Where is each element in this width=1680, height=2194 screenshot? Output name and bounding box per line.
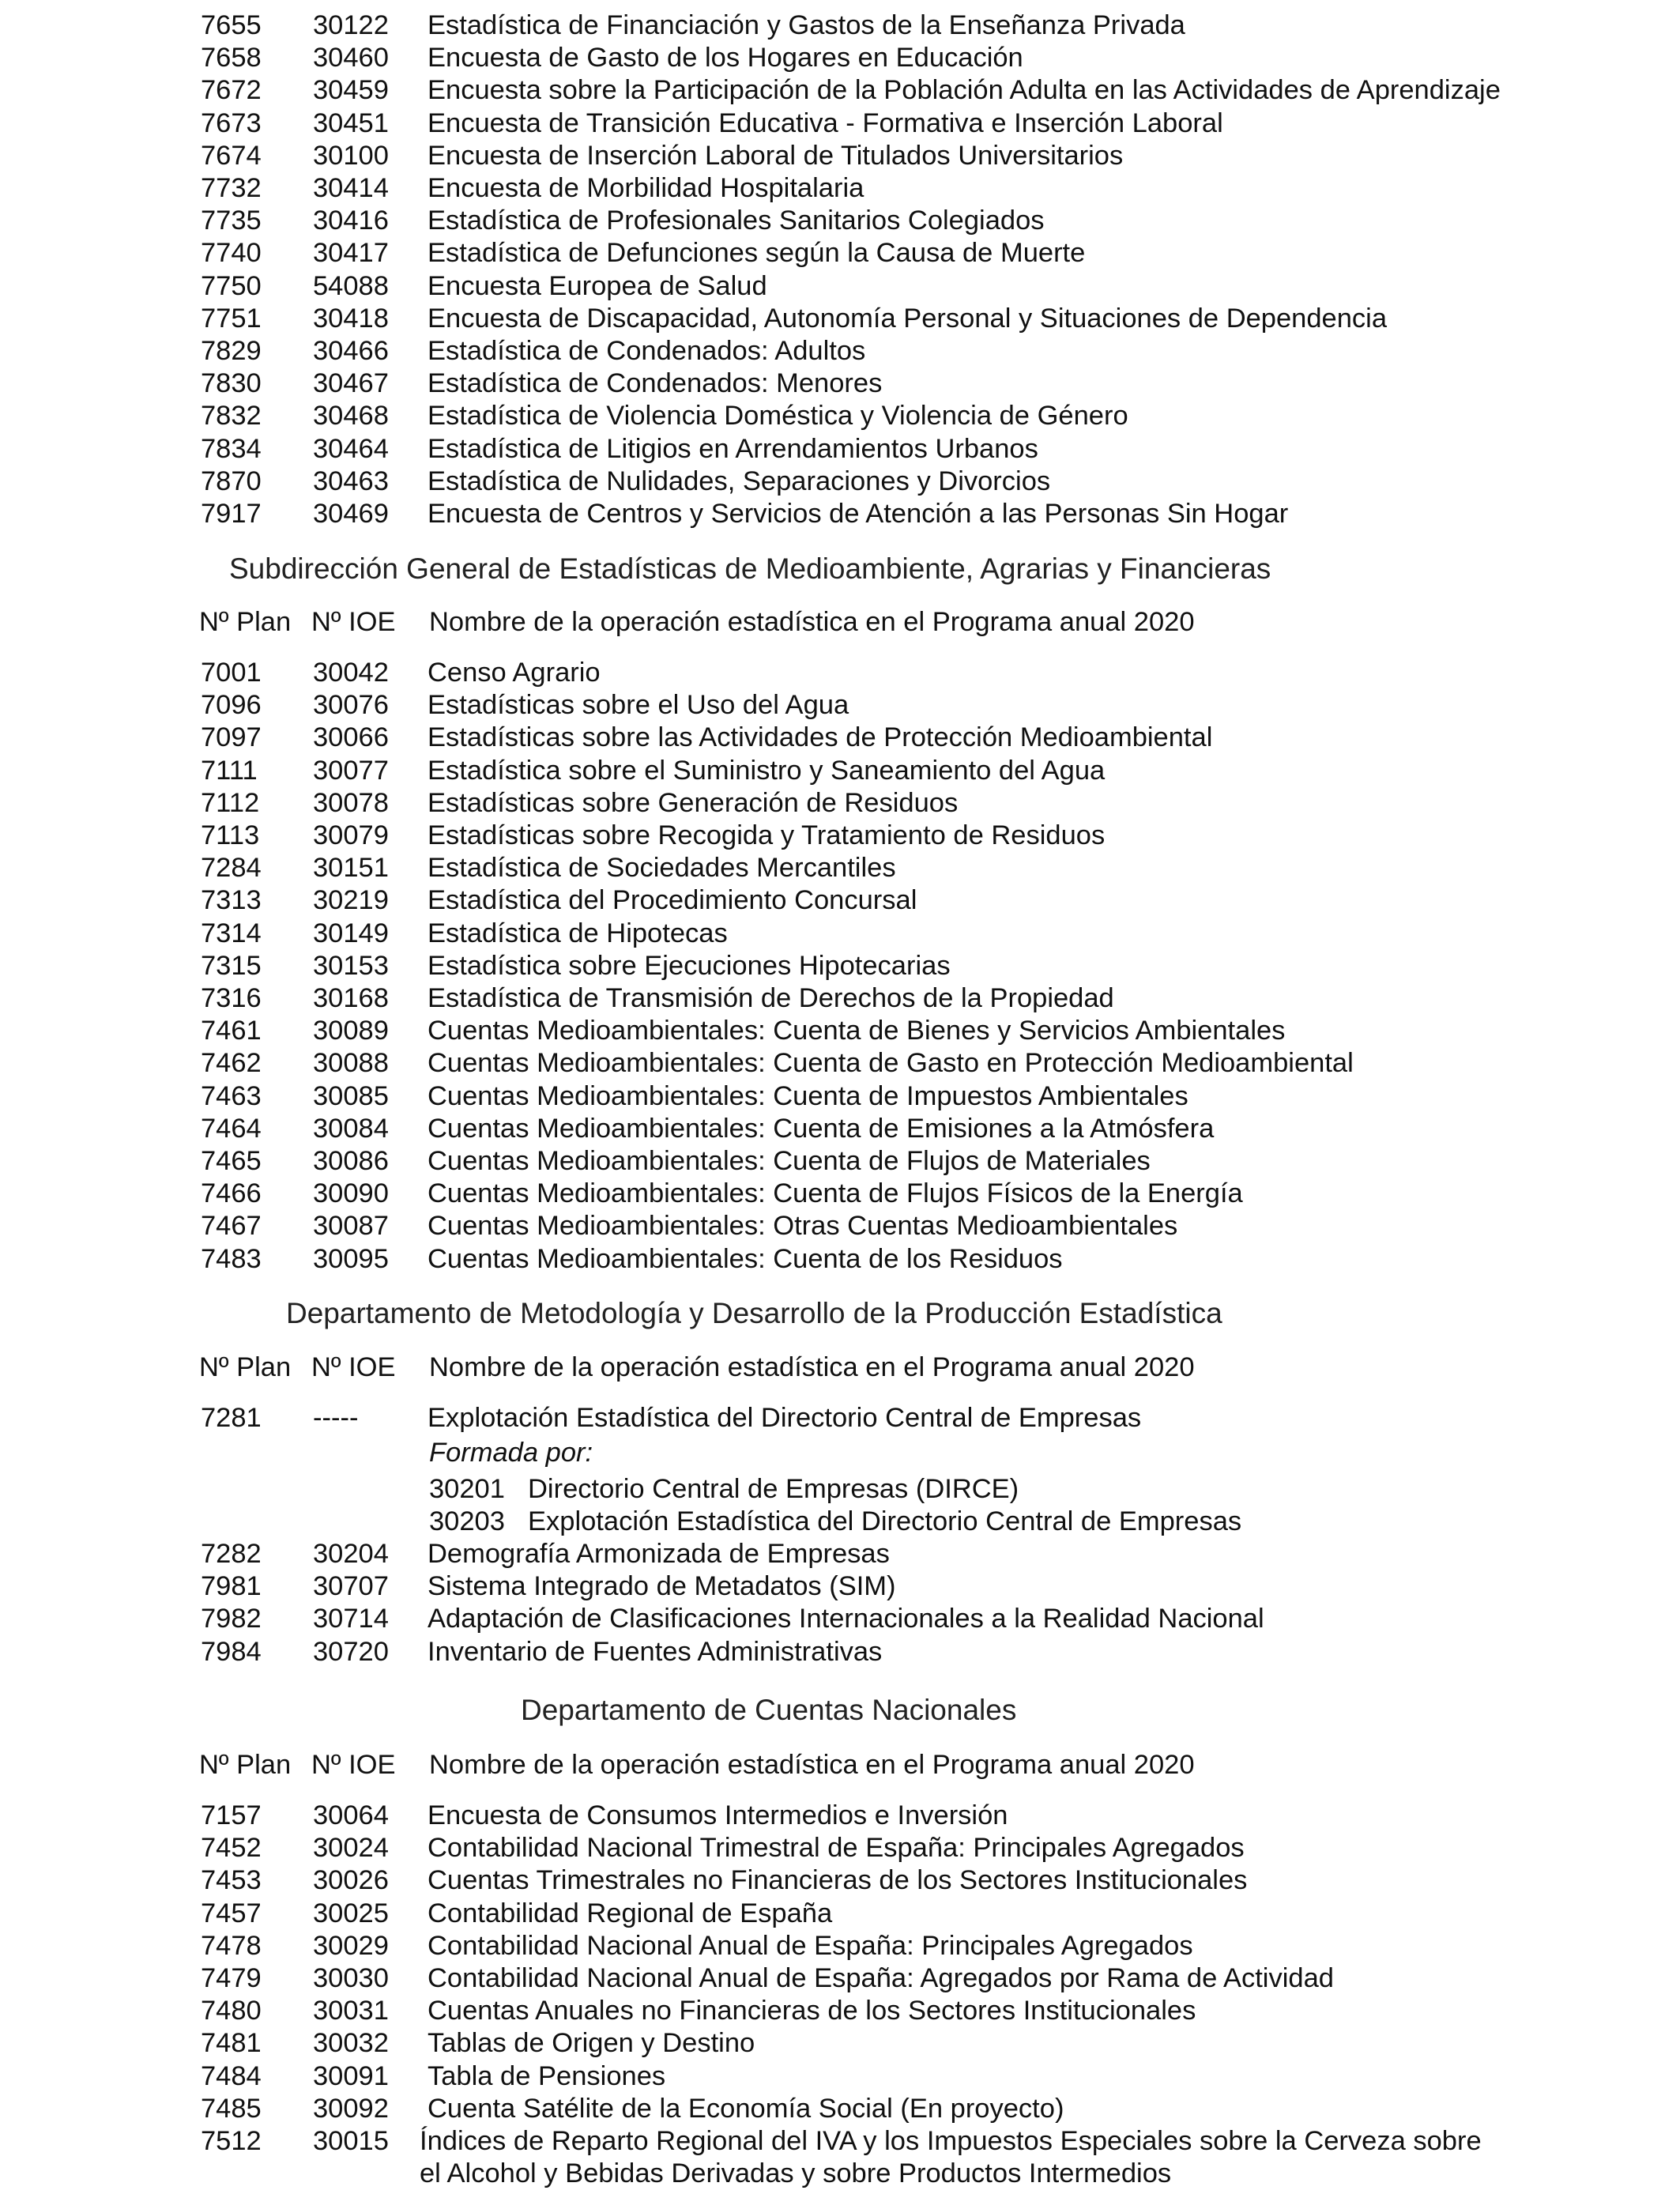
table-row xyxy=(0,1995,1680,2027)
ioe-number: 30149 xyxy=(313,918,389,948)
ioe-number: 30168 xyxy=(313,983,389,1013)
ioe-number: 30122 xyxy=(313,10,389,40)
ioe-number: ----- xyxy=(313,1403,359,1433)
table-row xyxy=(0,1243,1680,1276)
operation-name: Adaptación de Clasificaciones Internacionales a la Realidad Nacional xyxy=(428,1604,1264,1634)
table-row xyxy=(0,820,1680,852)
ioe-number: 30451 xyxy=(313,107,389,138)
table-row xyxy=(0,1047,1680,1080)
ioe-number: 30064 xyxy=(313,1800,389,1830)
operation-name: Encuesta sobre la Participación de la Población Adulta en las Actividades de Aprendizaje xyxy=(428,75,1501,106)
plan-number: 7315 xyxy=(201,950,262,981)
ioe-number: 30151 xyxy=(313,853,389,884)
table-row xyxy=(0,722,1680,754)
plan-number: 7751 xyxy=(201,303,262,334)
ioe-number: 30414 xyxy=(313,173,389,203)
ioe-number: 30026 xyxy=(313,1865,389,1896)
column-header-plan: Nº Plan xyxy=(199,1352,292,1382)
plan-number: 7735 xyxy=(201,205,262,236)
plan-number: 7096 xyxy=(201,690,262,721)
plan-number: 7485 xyxy=(201,2093,262,2124)
operation-name: Estadística del Procedimiento Concursal xyxy=(428,885,917,916)
plan-number: 7461 xyxy=(201,1016,262,1046)
ioe-number: 30466 xyxy=(313,336,389,366)
plan-number: 7464 xyxy=(201,1113,262,1144)
operation-name: Contabilidad Nacional Anual de España: Agregados por Rama de Actividad xyxy=(428,1963,1334,1993)
operation-name: Cuentas Medioambientales: Cuenta de Bienes y Servicios Ambientales xyxy=(428,1016,1286,1046)
operation-name: Estadística de Financiación y Gastos de la Enseñanza Privada xyxy=(428,10,1185,40)
operation-name: Estadísticas sobre Generación de Residuos xyxy=(428,787,959,818)
plan-number: 7281 xyxy=(201,1403,262,1433)
table-row xyxy=(0,1113,1680,1145)
plan-number: 7674 xyxy=(201,140,262,171)
ioe-number: 30085 xyxy=(313,1080,389,1111)
column-header-name: Nombre de la operación estadística en el Programa anual 2020 xyxy=(429,1750,1195,1780)
operation-name: Encuesta Europea de Salud xyxy=(428,270,767,301)
plan-number: 7672 xyxy=(201,75,262,106)
operation-name: Estadística de Sociedades Mercantiles xyxy=(428,853,896,884)
ioe-number: 30077 xyxy=(313,755,389,786)
ioe-number: 30025 xyxy=(313,1898,389,1928)
table-row xyxy=(0,950,1680,982)
table-row xyxy=(0,1930,1680,1962)
ioe-number: 30460 xyxy=(313,43,389,74)
table-row xyxy=(0,172,1680,205)
operation-name: Explotación Estadística del Directorio Central de Empresas xyxy=(428,1403,1142,1433)
plan-number: 7453 xyxy=(201,1865,262,1896)
table-row xyxy=(0,1178,1680,1210)
operation-name: Estadísticas sobre Recogida y Tratamiento de Residuos xyxy=(428,820,1106,850)
table-row xyxy=(0,368,1680,400)
operation-name: Estadística de Violencia Doméstica y Violencia de Género xyxy=(428,401,1128,432)
table-row xyxy=(0,140,1680,172)
ioe-number: 30418 xyxy=(313,303,389,334)
plan-number: 7480 xyxy=(201,1996,262,2026)
ioe-number: 30468 xyxy=(313,401,389,432)
operation-name: Estadística de Nulidades, Separaciones y Divorcios xyxy=(428,466,1051,496)
table-row xyxy=(0,400,1680,432)
sub-operation-code: 30201 xyxy=(429,1474,505,1504)
table-row xyxy=(0,498,1680,530)
operation-name: Encuesta de Discapacidad, Autonomía Personal y Situaciones de Dependencia xyxy=(428,303,1388,334)
operation-name: Encuesta de Inserción Laboral de Titulados Universitarios xyxy=(428,140,1124,171)
column-header-name: Nombre de la operación estadística en el Programa anual 2020 xyxy=(429,1352,1195,1382)
plan-number: 7001 xyxy=(201,658,262,688)
operation-name-line2: el Alcohol y Bebidas Derivadas y sobre Productos Intermedios xyxy=(420,2158,1172,2189)
sub-operation xyxy=(0,1473,1680,1506)
plan-number: 7466 xyxy=(201,1178,262,1209)
plan-number: 7481 xyxy=(201,2028,262,2059)
operation-name: Contabilidad Nacional Anual de España: Principales Agregados xyxy=(428,1930,1193,1961)
ioe-number: 30066 xyxy=(313,722,389,753)
plan-number: 7465 xyxy=(201,1146,262,1176)
sub-operation xyxy=(0,1506,1680,1538)
table-row xyxy=(0,74,1680,107)
ioe-number: 30219 xyxy=(313,885,389,916)
operation-name: Cuentas Medioambientales: Cuenta de Impuestos Ambientales xyxy=(428,1080,1188,1111)
operation-name: Contabilidad Regional de España xyxy=(428,1898,833,1928)
ioe-number: 30090 xyxy=(313,1178,389,1209)
plan-number: 7740 xyxy=(201,238,262,269)
ioe-number: 30079 xyxy=(313,820,389,850)
operation-name: Estadística de Profesionales Sanitarios Colegiados xyxy=(428,205,1045,236)
plan-number: 7655 xyxy=(201,10,262,40)
operation-name: Estadística de Condenados: Menores xyxy=(428,368,883,399)
table-row xyxy=(0,755,1680,787)
ioe-number: 30720 xyxy=(313,1636,389,1667)
table-row xyxy=(0,1210,1680,1242)
operation-name: Tabla de Pensiones xyxy=(428,2060,666,2091)
operation-name: Estadística sobre Ejecuciones Hipotecarias xyxy=(428,950,951,981)
operation-name: Demografía Armonizada de Empresas xyxy=(428,1539,890,1569)
section-title: Subdirección General de Estadísticas de Medioambiente, Agrarias y Financieras xyxy=(229,552,1271,585)
table-row xyxy=(0,1864,1680,1897)
ioe-number: 30469 xyxy=(313,499,389,529)
operation-name: Estadísticas sobre las Actividades de Protección Medioambiental xyxy=(428,722,1213,753)
sub-operation-code: 30203 xyxy=(429,1506,505,1537)
operation-name: Cuentas Medioambientales: Cuenta de Gasto en Protección Medioambiental xyxy=(428,1048,1354,1079)
ioe-number: 30707 xyxy=(313,1571,389,1602)
operation-name: Cuentas Medioambientales: Cuenta de Flujos Físicos de la Energía xyxy=(428,1178,1243,1209)
plan-number: 7457 xyxy=(201,1898,262,1928)
ioe-number: 30032 xyxy=(313,2028,389,2059)
section-title: Departamento de Metodología y Desarrollo de la Producción Estadística xyxy=(286,1297,1222,1329)
ioe-number: 30086 xyxy=(313,1146,389,1176)
plan-number: 7834 xyxy=(201,433,262,464)
section-title: Departamento de Cuentas Nacionales xyxy=(521,1694,1017,1726)
ioe-number: 30076 xyxy=(313,690,389,721)
plan-number: 7157 xyxy=(201,1800,262,1830)
table-row xyxy=(0,1832,1680,1864)
operation-name: Sistema Integrado de Metadatos (SIM) xyxy=(428,1571,896,1602)
ioe-number: 30088 xyxy=(313,1048,389,1079)
plan-number: 7483 xyxy=(201,1243,262,1274)
plan-number: 7282 xyxy=(201,1539,262,1569)
ioe-number: 30464 xyxy=(313,433,389,464)
plan-number: 7097 xyxy=(201,722,262,753)
plan-number: 7673 xyxy=(201,107,262,138)
table-row xyxy=(0,270,1680,303)
sub-operation-name: Directorio Central de Empresas (DIRCE) xyxy=(528,1474,1019,1504)
column-header-ioe: Nº IOE xyxy=(311,1352,396,1382)
plan-number: 7658 xyxy=(201,43,262,74)
table-row xyxy=(0,1603,1680,1635)
operation-name: Estadística de Transmisión de Derechos de la Propiedad xyxy=(428,983,1114,1013)
table-row xyxy=(0,1402,1680,1434)
operation-name: Inventario de Fuentes Administrativas xyxy=(428,1636,883,1667)
table-row xyxy=(0,1145,1680,1178)
ioe-number: 30078 xyxy=(313,787,389,818)
operation-name: Estadística sobre el Suministro y Saneamiento del Agua xyxy=(428,755,1106,786)
table-row xyxy=(0,2027,1680,2060)
operation-name: Encuesta de Gasto de los Hogares en Educación xyxy=(428,43,1023,74)
table-row xyxy=(0,1962,1680,1995)
ioe-number: 30095 xyxy=(313,1243,389,1274)
plan-number: 7452 xyxy=(201,1833,262,1864)
ioe-number: 30459 xyxy=(313,75,389,106)
table-row xyxy=(0,1898,1680,1930)
table-row xyxy=(0,657,1680,689)
ioe-number: 30714 xyxy=(313,1604,389,1634)
operation-name: Encuesta de Transición Educativa - Formativa e Inserción Laboral xyxy=(428,107,1223,138)
ioe-number: 30042 xyxy=(313,658,389,688)
column-header-plan: Nº Plan xyxy=(199,1750,292,1780)
table-row xyxy=(0,1015,1680,1047)
plan-number: 7870 xyxy=(201,466,262,496)
operation-name: Encuesta de Centros y Servicios de Atención a las Personas Sin Hogar xyxy=(428,499,1289,529)
operation-name: Cuenta Satélite de la Economía Social (En proyecto) xyxy=(428,2093,1064,2124)
operation-name: Estadística de Condenados: Adultos xyxy=(428,336,866,366)
table-row-continuation xyxy=(0,2158,1680,2190)
table-row xyxy=(0,466,1680,498)
ioe-number: 30087 xyxy=(313,1211,389,1242)
plan-number: 7314 xyxy=(201,918,262,948)
ioe-number: 30100 xyxy=(313,140,389,171)
table-row xyxy=(0,1080,1680,1113)
formada-por-label: Formada por: xyxy=(429,1438,593,1468)
table-row xyxy=(0,1570,1680,1603)
operation-name: Estadística de Hipotecas xyxy=(428,918,728,948)
plan-number: 7112 xyxy=(201,787,260,818)
plan-number: 7316 xyxy=(201,983,262,1013)
table-row xyxy=(0,42,1680,74)
operation-name: Encuesta de Morbilidad Hospitalaria xyxy=(428,173,864,203)
table-row xyxy=(0,205,1680,237)
operation-name: Cuentas Anuales no Financieras de los Sectores Institucionales xyxy=(428,1996,1196,2026)
table-row xyxy=(0,2060,1680,2093)
plan-number: 7313 xyxy=(201,885,262,916)
ioe-number: 30089 xyxy=(313,1016,389,1046)
plan-number: 7478 xyxy=(201,1930,262,1961)
column-header-ioe: Nº IOE xyxy=(311,1750,396,1780)
operation-name: Estadísticas sobre el Uso del Agua xyxy=(428,690,849,721)
plan-number: 7830 xyxy=(201,368,262,399)
operation-name: Cuentas Medioambientales: Otras Cuentas Medioambientales xyxy=(428,1211,1178,1242)
ioe-number: 30417 xyxy=(313,238,389,269)
table-row xyxy=(0,787,1680,820)
operation-name: Cuentas Trimestrales no Financieras de los Sectores Institucionales xyxy=(428,1865,1248,1896)
plan-number: 7462 xyxy=(201,1048,262,1079)
plan-number: 7981 xyxy=(201,1571,262,1602)
table-row xyxy=(0,9,1680,42)
ioe-number: 30416 xyxy=(313,205,389,236)
table-row xyxy=(0,2093,1680,2125)
plan-number: 7113 xyxy=(201,820,260,850)
table-row xyxy=(0,918,1680,950)
table-row xyxy=(0,852,1680,884)
column-headers xyxy=(0,606,1680,639)
plan-number: 7479 xyxy=(201,1963,262,1993)
operation-name: Tablas de Origen y Destino xyxy=(428,2028,755,2059)
operation-name-line1: Índices de Reparto Regional del IVA y los Impuestos Especiales sobre la Cerveza sobre xyxy=(420,2126,1482,2156)
plan-number: 7467 xyxy=(201,1211,262,1242)
ioe-number: 30031 xyxy=(313,1996,389,2026)
plan-number: 7111 xyxy=(201,755,258,786)
plan-number: 7484 xyxy=(201,2060,262,2091)
table-row xyxy=(0,433,1680,466)
ioe-number: 30204 xyxy=(313,1539,389,1569)
operation-name: Encuesta de Consumos Intermedios e Inversión xyxy=(428,1800,1008,1830)
table-row xyxy=(0,335,1680,368)
column-headers xyxy=(0,1749,1680,1781)
ioe-number: 54088 xyxy=(313,270,389,301)
plan-number: 7982 xyxy=(201,1604,262,1634)
ioe-number: 30092 xyxy=(313,2093,389,2124)
ioe-number: 30024 xyxy=(313,1833,389,1864)
table-row xyxy=(0,303,1680,335)
operation-name: Cuentas Medioambientales: Cuenta de los Residuos xyxy=(428,1243,1063,1274)
operation-name: Contabilidad Nacional Trimestral de España: Principales Agregados xyxy=(428,1833,1245,1864)
column-header-plan: Nº Plan xyxy=(199,607,292,637)
table-row xyxy=(0,982,1680,1015)
plan-number: 7512 xyxy=(201,2126,262,2156)
table-row xyxy=(0,237,1680,270)
column-header-ioe: Nº IOE xyxy=(311,607,396,637)
plan-number: 7917 xyxy=(201,499,262,529)
sub-operation-name: Explotación Estadística del Directorio Central de Empresas xyxy=(528,1506,1242,1537)
operation-name: Cuentas Medioambientales: Cuenta de Emisiones a la Atmósfera xyxy=(428,1113,1215,1144)
plan-number: 7463 xyxy=(201,1080,262,1111)
table-row xyxy=(0,1636,1680,1668)
table-row xyxy=(0,1800,1680,1832)
ioe-number: 30467 xyxy=(313,368,389,399)
operation-name: Cuentas Medioambientales: Cuenta de Flujos de Materiales xyxy=(428,1146,1151,1176)
ioe-number: 30015 xyxy=(313,2126,389,2156)
table-row xyxy=(0,884,1680,917)
operation-name: Censo Agrario xyxy=(428,658,601,688)
plan-number: 7284 xyxy=(201,853,262,884)
table-row xyxy=(0,107,1680,140)
column-header-name: Nombre de la operación estadística en el Programa anual 2020 xyxy=(429,607,1195,637)
ioe-number: 30084 xyxy=(313,1113,389,1144)
ioe-number: 30153 xyxy=(313,950,389,981)
plan-number: 7829 xyxy=(201,336,262,366)
table-row xyxy=(0,2125,1680,2158)
table-row xyxy=(0,689,1680,722)
plan-number: 7832 xyxy=(201,401,262,432)
ioe-number: 30030 xyxy=(313,1963,389,1993)
operation-name: Estadística de Defunciones según la Causa de Muerte xyxy=(428,238,1086,269)
ioe-number: 30091 xyxy=(313,2060,389,2091)
plan-number: 7732 xyxy=(201,173,262,203)
operation-name: Estadística de Litigios en Arrendamientos Urbanos xyxy=(428,433,1038,464)
ioe-number: 30463 xyxy=(313,466,389,496)
column-headers xyxy=(0,1351,1680,1384)
plan-number: 7984 xyxy=(201,1636,262,1667)
table-row xyxy=(0,1538,1680,1570)
plan-number: 7750 xyxy=(201,270,262,301)
ioe-number: 30029 xyxy=(313,1930,389,1961)
